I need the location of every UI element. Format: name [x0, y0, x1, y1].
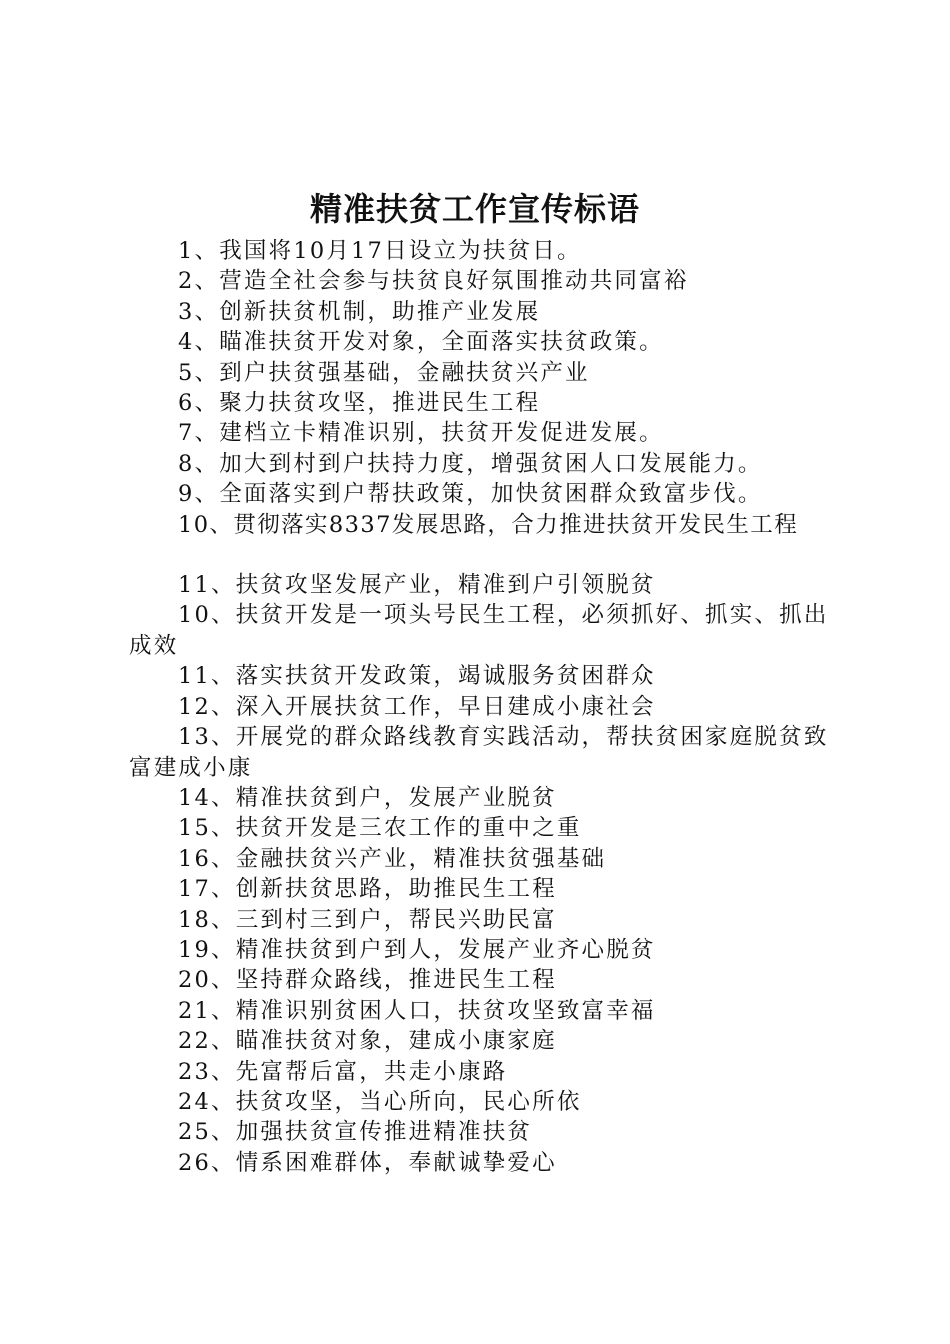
list-item: 19、精准扶贫到户到人，发展产业齐心脱贫: [178, 936, 656, 963]
list-item: 13、开展党的群众路线教育实践活动，帮扶贫困家庭脱贫致富建成小康: [129, 724, 829, 781]
list-item: 24、扶贫攻坚，当心所向，民心所依: [178, 1088, 582, 1115]
list-item: 25、加强扶贫宣传推进精准扶贫: [178, 1119, 533, 1146]
list-item: 26、情系困难群体，奉献诚挚爱心: [178, 1149, 557, 1176]
list-item: 10、贯彻落实8337发展思路，合力推进扶贫开发民生工程: [178, 511, 799, 538]
list-item: 14、精准扶贫到户，发展产业脱贫: [178, 784, 557, 811]
list-item: 8、加大到村到户扶持力度，增强贫困人口发展能力。: [178, 450, 763, 477]
list-item: 23、先富帮后富，共走小康路: [178, 1058, 508, 1085]
list-item: 16、金融扶贫兴产业，精准扶贫强基础: [178, 845, 607, 872]
list-item: 9、全面落实到户帮扶政策，加快贫困群众致富步伐。: [178, 481, 763, 508]
list-item: 22、瞄准扶贫对象，建成小康家庭: [178, 1028, 557, 1055]
list-item: 11、扶贫攻坚发展产业，精准到户引领脱贫: [178, 572, 656, 599]
list-item: 15、扶贫开发是三农工作的重中之重: [178, 815, 582, 842]
blank-line: [129, 540, 833, 570]
list-item: 11、落实扶贫开发政策，竭诚服务贫困群众: [178, 663, 656, 690]
list-item: 20、坚持群众路线，推进民生工程: [178, 967, 557, 994]
slogan-list: [129, 236, 833, 1178]
list-item: 17、创新扶贫思路，助推民生工程: [178, 876, 557, 903]
document-title: 精准扶贫工作宣传标语: [309, 190, 640, 228]
list-item: 10、扶贫开发是一项头号民生工程，必须抓好、抓实、抓出成效: [129, 602, 829, 659]
list-item: 7、建档立卡精准识别，扶贫开发促进发展。: [178, 420, 664, 447]
list-item: 4、瞄准扶贫开发对象，全面落实扶贫政策。: [178, 329, 664, 356]
list-item: 3、创新扶贫机制，助推产业发展: [178, 298, 541, 325]
list-item: 6、聚力扶贫攻坚，推进民生工程: [178, 390, 541, 417]
list-item: 2、营造全社会参与扶贫良好氛围推动共同富裕: [178, 268, 689, 295]
list-item: 18、三到村三到户，帮民兴助民富: [178, 906, 557, 933]
list-item: 5、到户扶贫强基础，金融扶贫兴产业: [178, 359, 590, 386]
list-item: 12、深入开展扶贫工作，早日建成小康社会: [178, 693, 656, 720]
list-item: 1、我国将10月17日设立为扶贫日。: [178, 238, 582, 264]
list-item: 21、精准识别贫困人口，扶贫攻坚致富幸福: [178, 997, 656, 1024]
